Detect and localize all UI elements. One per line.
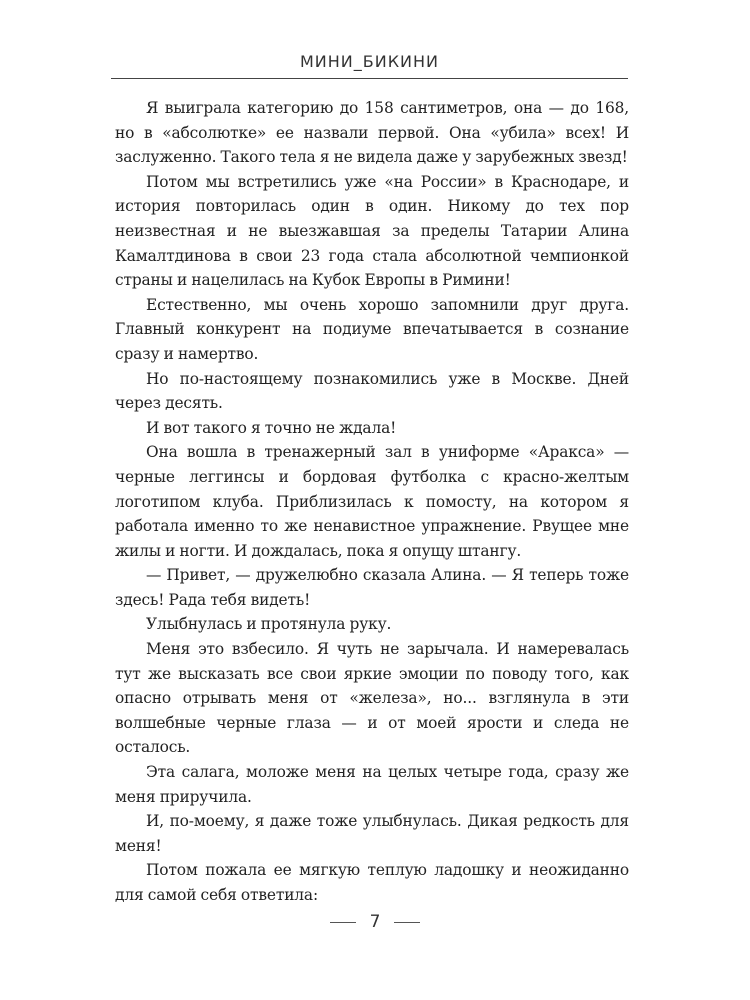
paragraph: Она вошла в тренажерный зал в униформе «Аракса» — черные леггинсы и бордовая футболка с красно-желтым логотипом клуба. Приблизилась к помосту, на котором я работала именно то же ненавистное упражнение. Рвущее мне жилы и ногти. И дождалась, пока я опущу штангу. bbox=[115, 443, 629, 560]
running-title: МИНИ_БИКИНИ bbox=[299, 52, 440, 71]
folio-dash-right bbox=[394, 922, 420, 923]
paragraph: Но по-настоящему познакомились уже в Москве. Дней через десять. bbox=[115, 369, 629, 413]
paragraph: Улыбнулась и протянула руку. bbox=[146, 615, 392, 634]
folio-dash-left bbox=[330, 922, 356, 923]
paragraph: И, по-моему, я даже тоже улыбнулась. Дикая редкость для меня! bbox=[115, 812, 629, 855]
paragraph: Потом мы встретились уже «на России» в Краснодаре, и история повторилась один в один. Никому до тех пор неизвестная и не выезжавшая за пределы Татарии Алина Камалтдинова в свои 23 года стала абсолютной чемпионкой страны и нацелилась на Кубок Европы в Римини! bbox=[115, 172, 629, 290]
paragraph: Меня это взбесило. Я чуть не зарычала. И намеревалась тут же высказать все свои яркие эмоции по поводу того, как опасно отрывать меня от «железа», но... взглянула в эти волшебные черные глаза — и от моей ярости и следа не осталось. bbox=[115, 640, 629, 757]
page-footer bbox=[0, 912, 750, 932]
paragraph: Эта салага, моложе меня на целых четыре года, сразу же меня приручила. bbox=[115, 763, 629, 806]
header-rule bbox=[111, 78, 628, 79]
paragraph: И вот такого я точно не ждала! bbox=[146, 418, 397, 437]
body-text bbox=[115, 96, 629, 908]
paragraph: Естественно, мы очень хорошо запомнили друг друга. Главный конкурент на подиуме впечатывается в сознание сразу и намертво. bbox=[115, 295, 629, 363]
paragraph: Я выиграла категорию до 158 сантиметров, она — до 168, но в «абсолютке» ее назвали первой. Она «убила» всех! И заслуженно. Такого тела я не видела даже у зарубежных звезд! bbox=[115, 99, 629, 167]
paragraph: — Привет, — дружелюбно сказала Алина. — Я теперь тоже здесь! Рада тебя видеть! bbox=[115, 566, 629, 609]
paragraph: Потом пожала ее мягкую теплую ладошку и неожиданно для самой себя ответила: bbox=[115, 861, 629, 904]
page-number: 7 bbox=[369, 912, 381, 932]
